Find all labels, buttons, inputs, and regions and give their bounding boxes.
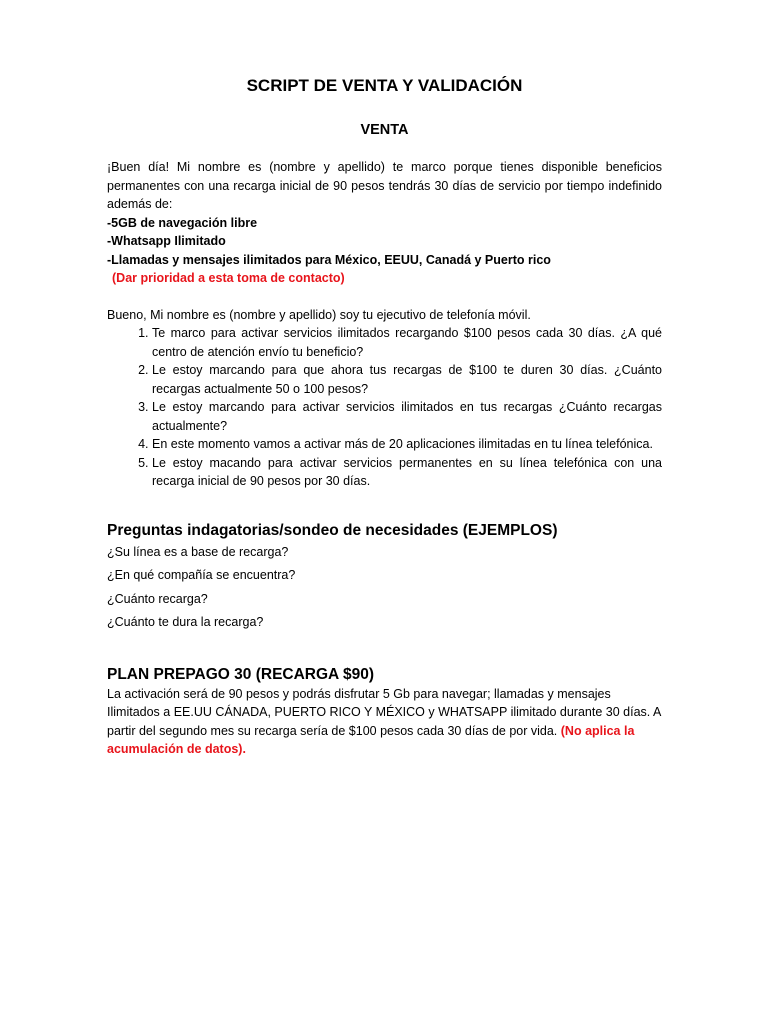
question-item: ¿En qué compañía se encuentra? [107, 568, 296, 582]
document-page [107, 74, 662, 759]
list-item: 4. En este momento vamos a activar más de 20 aplicaciones ilimitadas en tu línea telefónica. [152, 435, 662, 454]
list-item: 2. Le estoy marcando para que ahora tus recargas de $100 te duren 30 días. ¿Cuánto recargas actualmente 50 o 100 pesos? [152, 361, 662, 398]
plan-paragraph [107, 685, 662, 759]
priority-note: (Dar prioridad a esta toma de contacto) [112, 271, 345, 285]
question-item: ¿Cuánto te dura la recarga? [107, 615, 264, 629]
document-title: SCRIPT DE VENTA Y VALIDACIÓN [246, 76, 523, 95]
second-intro-block [107, 306, 662, 491]
plan-text: La activación será de 90 pesos y podrás disfrutar 5 Gb para navegar; llamadas y mensajes Ilimitados a EE.UU CÁNADA, PUERTO RICO Y MÉXICO y WHATSAPP ilimitado durante 30 días. A partir del segundo mes su recarga sería de $100 pesos cada 30 días de por vida. [107, 686, 661, 738]
plan-note: (No aplica la acumulación de datos). [107, 723, 635, 756]
question-item: ¿Cuánto recarga? [107, 591, 208, 606]
intro-block [107, 158, 662, 288]
questions-block [107, 541, 662, 635]
list-item: 5. Le estoy macando para activar servicios permanentes en su línea telefónica con una recarga inicial de 90 pesos por 30 días. [152, 454, 662, 491]
question-item: ¿Su línea es a base de recarga? [107, 544, 289, 559]
questions-title: Preguntas indagatorias/sondeo de necesidades (EJEMPLOS) [107, 521, 558, 539]
benefit-item: -5GB de navegación libre [107, 215, 258, 230]
list-item: 1. Te marco para activar servicios ilimitados recargando $100 pesos cada 30 días. ¿A qué centro de atención envío tu beneficio? [152, 324, 662, 361]
options-list [107, 324, 662, 491]
list-item: 3. Le estoy marcando para activar servicios ilimitados en tus recargas ¿Cuánto recargas actualmente? [152, 398, 662, 435]
benefit-item: -Llamadas y mensajes ilimitados para México, EEUU, Canadá y Puerto rico [107, 252, 551, 267]
intro-paragraph: ¡Buen día! Mi nombre es (nombre y apellido) te marco porque tienes disponible beneficios permanentes con una recarga inicial de 90 pesos tendrás 30 días de servicio por tiempo indefinido además de: [107, 160, 662, 211]
section-title-venta: VENTA [360, 122, 409, 138]
second-intro-paragraph: Bueno, Mi nombre es (nombre y apellido) soy tu ejecutivo de telefonía móvil. [107, 307, 531, 322]
plan-title: PLAN PREPAGO 30 (RECARGA $90) [107, 665, 374, 683]
benefit-item: -Whatsapp Ilimitado [107, 234, 226, 248]
